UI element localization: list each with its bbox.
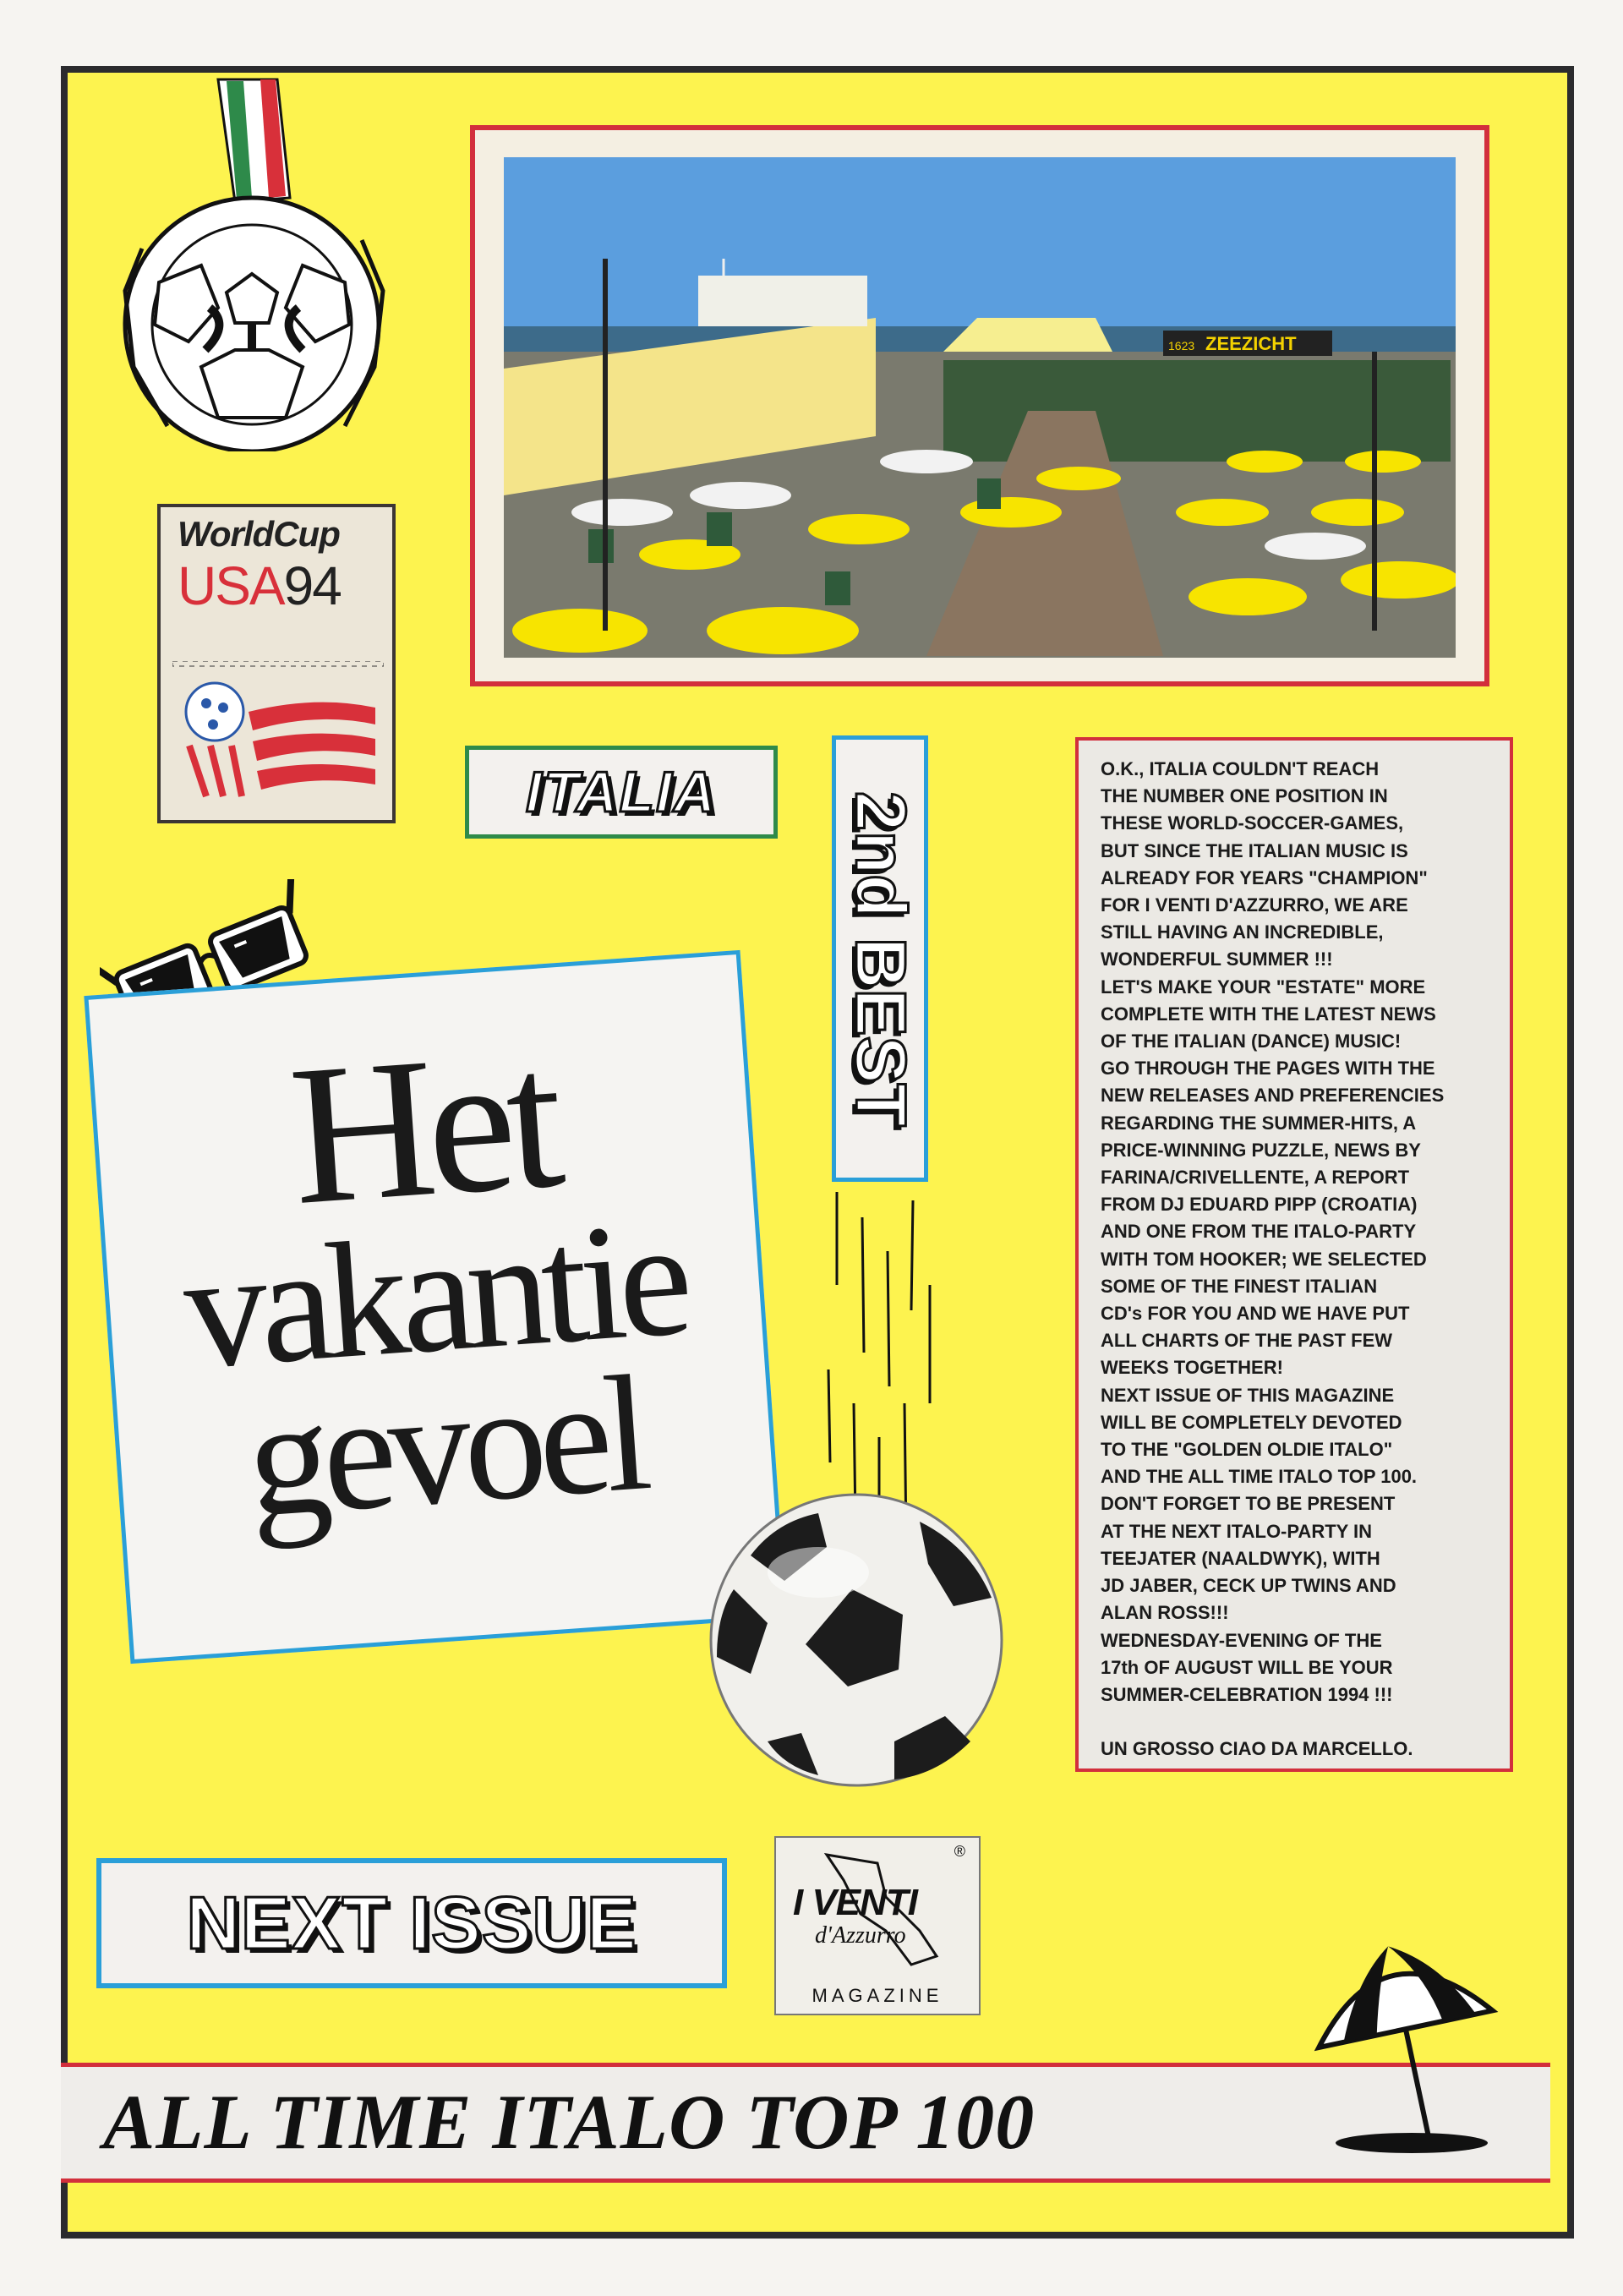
next-issue-label	[96, 1858, 727, 1988]
headline-line-1: Het	[284, 1008, 562, 1248]
second-best-label	[832, 735, 928, 1182]
beach-umbrella-icon	[1310, 1936, 1505, 2156]
editorial-body: O.K., ITALIA COULDN'T REACH THE NUMBER ONE POSITION IN THESE WORLD-SOCCER-GAMES, BUT SINCE THE ITALIAN MUSIC IS ALREADY FOR YEARS "CHAMPION" FOR I VENTI D'AZZURRO, WE ARE STILL HAVING AN INCREDIBLE, WONDERFUL SUMMER !!! LET'S MAKE YOUR "ESTATE" MORE COMPLETE WITH THE LATEST NEWS OF THE ITALIAN (DANCE) MUSIC! GO THROUGH THE PAGES WITH THE NEW RELEASES AND PREFERENCIES REGARDING THE SUMMER-HITS, A PRICE-WINNING PUZZLE, NEWS BY FARINA/CRIVELLENTE, A REPORT FROM DJ EDUARD PIPP (CROATIA) AND ONE FROM THE ITALO-PARTY WITH TOM HOOKER; WE SELECTED SOME OF THE FINEST ITALIAN CD's FOR YOU AND WE HAVE PUT ALL CHARTS OF THE PAST FEW WEEKS TOGETHER! NEXT ISSUE OF THIS MAGAZINE WILL BE COMPLETELY DEVOTED TO THE "GOLDEN OLDIE ITALO" AND THE ALL TIME ITALO TOP 100. DON'T FORGET TO BE PRESENT AT THE NEXT ITALO-PARTY IN TEEJATER (NAALDWYK), WITH JD JABER, CECK UP TWINS AND ALAN ROSS!!! WEDNESDAY-EVENING OF THE 17th OF AUGUST WILL BE YOUR SUMMER-CELEBRATION 1994 !!!	[1101, 758, 1445, 1705]
editorial-text-box	[1075, 737, 1513, 1772]
second-best-text: 2nd BEST	[840, 790, 921, 1127]
world-cup-emblem	[172, 661, 384, 805]
i-venti-dazzurro-logo	[774, 1836, 981, 2015]
headline-line-2: vakantie	[178, 1185, 691, 1404]
world-cup-text: WorldCup	[178, 514, 340, 554]
soccer-ball-illustration	[108, 71, 396, 451]
terrace-photo	[470, 125, 1489, 686]
world-cup-usa94-logo	[157, 504, 396, 823]
het-vakantie-gevoel-clipping	[84, 950, 786, 1664]
soccer-ball-photo	[700, 1488, 1013, 1792]
italia-label	[465, 746, 778, 839]
next-issue-text: NEXT ISSUE	[186, 1881, 637, 1965]
banner-text: ALL TIME ITALO TOP 100	[103, 2079, 1036, 2165]
headline-line-3: gevoel	[241, 1341, 649, 1553]
registered-mark: ®	[954, 1843, 965, 1860]
photo-sign-text: ZEEZICHT	[1205, 333, 1297, 354]
usa94-text: USA94	[178, 555, 341, 616]
venti-magazine-text: MAGAZINE	[812, 1985, 943, 2006]
venti-brand-text: I VENTI	[793, 1882, 918, 1923]
editorial-signoff: UN GROSSO CIAO DA MARCELLO.	[1101, 1738, 1413, 1760]
photo-sign-number: 1623	[1168, 339, 1195, 353]
venti-sub-text: d'Azzurro	[815, 1922, 906, 1949]
headline	[93, 1008, 774, 1553]
italia-text: ITALIA	[525, 760, 718, 824]
